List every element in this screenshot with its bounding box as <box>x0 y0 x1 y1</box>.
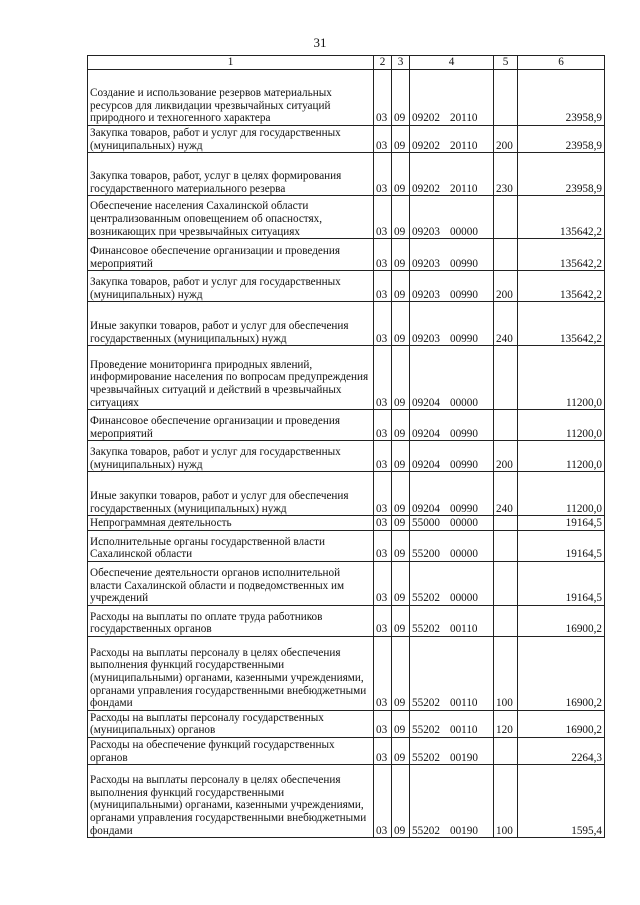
target-article-direction-code: 20110 <box>449 112 478 125</box>
row-subsection-cell: 09 <box>392 737 410 764</box>
target-article-program-code: 09202 <box>412 139 440 152</box>
row-target-article-cell <box>410 472 494 516</box>
page-number: 31 <box>313 35 327 50</box>
table-row <box>88 196 605 239</box>
row-expense-type-cell <box>494 561 518 605</box>
row-expense-type-cell: 100 <box>494 636 518 710</box>
row-amount-cell: 11200,0 <box>518 410 605 441</box>
header-col-name: 1 <box>88 56 374 70</box>
row-name-cell: Создание и использование резервов материальных ресурсов для ликвидации чрезвычайных ситуаций природного и техногенного характера <box>88 70 374 126</box>
row-expense-type-cell <box>494 737 518 764</box>
row-expense-type-cell <box>494 410 518 441</box>
row-target-article-cell <box>410 765 494 838</box>
row-target-article-cell <box>410 561 494 605</box>
row-section-cell: 03 <box>374 516 392 531</box>
target-article-direction-code: 00000 <box>449 592 478 605</box>
header-col-expense-type: 5 <box>494 56 518 70</box>
row-section-cell: 03 <box>374 153 392 196</box>
row-name-cell: Проведение мониторинга природных явлений, информирование населения по вопросам предупреждения чрезвычайных ситуаций и действий в чрезвычайных ситуациях <box>88 346 374 410</box>
row-section-cell: 03 <box>374 441 392 472</box>
row-section-cell: 03 <box>374 346 392 410</box>
row-target-article-cell <box>410 737 494 764</box>
target-article-program-code: 55202 <box>412 592 440 605</box>
row-section-cell: 03 <box>374 410 392 441</box>
row-subsection-cell: 09 <box>392 530 410 561</box>
table-row <box>88 302 605 346</box>
table-row <box>88 271 605 302</box>
target-article-program-code: 09204 <box>412 502 440 515</box>
target-article-program-code: 55202 <box>412 824 440 837</box>
row-amount-cell: 23958,9 <box>518 153 605 196</box>
row-section-cell: 03 <box>374 605 392 636</box>
table-row <box>88 126 605 153</box>
row-name-cell: Иные закупки товаров, работ и услуг для обеспечения государственных (муниципальных) нужд <box>88 472 374 516</box>
row-subsection-cell: 09 <box>392 271 410 302</box>
row-subsection-cell: 09 <box>392 561 410 605</box>
row-name-cell: Непрограммная деятельность <box>88 516 374 531</box>
row-subsection-cell: 09 <box>392 605 410 636</box>
row-amount-cell: 19164,5 <box>518 516 605 531</box>
row-amount-cell: 16900,2 <box>518 636 605 710</box>
target-article-direction-code: 00000 <box>449 548 478 561</box>
row-subsection-cell: 09 <box>392 410 410 441</box>
target-article-program-code: 09203 <box>412 225 440 238</box>
row-target-article-cell <box>410 196 494 239</box>
row-subsection-cell: 09 <box>392 196 410 239</box>
row-amount-cell: 19164,5 <box>518 561 605 605</box>
row-expense-type-cell: 200 <box>494 271 518 302</box>
target-article-program-code: 55202 <box>412 697 440 710</box>
row-target-article-cell <box>410 153 494 196</box>
row-name-cell: Закупка товаров, работ, услуг в целях формирования государственного материального резерва <box>88 153 374 196</box>
row-target-article-cell <box>410 605 494 636</box>
table-row <box>88 472 605 516</box>
table-row <box>88 561 605 605</box>
row-amount-cell: 135642,2 <box>518 302 605 346</box>
table-row <box>88 765 605 838</box>
row-expense-type-cell <box>494 346 518 410</box>
row-section-cell: 03 <box>374 196 392 239</box>
row-name-cell: Иные закупки товаров, работ и услуг для обеспечения государственных (муниципальных) нужд <box>88 302 374 346</box>
row-amount-cell: 1595,4 <box>518 765 605 838</box>
row-name-cell: Расходы на выплаты персоналу в целях обеспечения выполнения функций государственными (муниципальными) органами, казенными учреждениями, органами управления государственными внебюджетными фондами <box>88 765 374 838</box>
target-article-program-code: 55202 <box>412 751 440 764</box>
row-name-cell: Закупка товаров, работ и услуг для государственных (муниципальных) нужд <box>88 126 374 153</box>
target-article-direction-code: 00000 <box>449 225 478 238</box>
row-amount-cell: 135642,2 <box>518 196 605 239</box>
target-article-direction-code: 00000 <box>449 517 478 530</box>
table-row <box>88 530 605 561</box>
table-row <box>88 636 605 710</box>
row-section-cell: 03 <box>374 710 392 737</box>
target-article-program-code: 09202 <box>412 182 440 195</box>
target-article-direction-code: 00190 <box>449 751 478 764</box>
budget-table <box>87 55 605 838</box>
target-article-direction-code: 00000 <box>449 396 478 409</box>
table-body <box>88 70 605 838</box>
table-row <box>88 737 605 764</box>
row-subsection-cell: 09 <box>392 126 410 153</box>
target-article-program-code: 09204 <box>412 427 440 440</box>
row-target-article-cell <box>410 636 494 710</box>
row-section-cell: 03 <box>374 636 392 710</box>
table-row <box>88 441 605 472</box>
target-article-direction-code: 00990 <box>449 427 478 440</box>
row-target-article-cell <box>410 410 494 441</box>
row-name-cell: Финансовое обеспечение организации и проведения мероприятий <box>88 239 374 271</box>
row-expense-type-cell <box>494 196 518 239</box>
row-section-cell: 03 <box>374 765 392 838</box>
header-col-amount: 6 <box>518 56 605 70</box>
row-name-cell: Расходы на выплаты персоналу в целях обеспечения выполнения функций государственными (муниципальными) органами, казенными учреждениями, органами управления государственными внебюджетными фондами <box>88 636 374 710</box>
target-article-direction-code: 00110 <box>449 697 478 710</box>
row-subsection-cell: 09 <box>392 710 410 737</box>
row-subsection-cell: 09 <box>392 441 410 472</box>
row-expense-type-cell: 200 <box>494 126 518 153</box>
target-article-direction-code: 00190 <box>449 824 478 837</box>
row-target-article-cell <box>410 70 494 126</box>
target-article-program-code: 09204 <box>412 396 440 409</box>
table-row <box>88 346 605 410</box>
table-row <box>88 239 605 271</box>
target-article-program-code: 09202 <box>412 112 440 125</box>
target-article-program-code: 09204 <box>412 458 440 471</box>
table-header-row <box>88 56 605 70</box>
table-row <box>88 70 605 126</box>
row-section-cell: 03 <box>374 530 392 561</box>
row-section-cell: 03 <box>374 302 392 346</box>
header-col-subsection: 3 <box>392 56 410 70</box>
target-article-program-code: 55000 <box>412 517 440 530</box>
row-name-cell: Закупка товаров, работ и услуг для государственных (муниципальных) нужд <box>88 441 374 472</box>
row-name-cell: Обеспечение деятельности органов исполнительной власти Сахалинской области и подведомственных им учреждений <box>88 561 374 605</box>
table-row <box>88 516 605 531</box>
target-article-direction-code: 00110 <box>449 724 478 737</box>
row-amount-cell: 19164,5 <box>518 530 605 561</box>
row-subsection-cell: 09 <box>392 472 410 516</box>
row-section-cell: 03 <box>374 561 392 605</box>
row-amount-cell: 2264,3 <box>518 737 605 764</box>
target-article-direction-code: 00990 <box>449 332 478 345</box>
row-expense-type-cell: 100 <box>494 765 518 838</box>
target-article-program-code: 55202 <box>412 724 440 737</box>
row-target-article-cell <box>410 530 494 561</box>
row-name-cell: Финансовое обеспечение организации и проведения мероприятий <box>88 410 374 441</box>
row-target-article-cell <box>410 271 494 302</box>
row-target-article-cell <box>410 302 494 346</box>
target-article-direction-code: 00990 <box>449 502 478 515</box>
row-target-article-cell <box>410 710 494 737</box>
row-subsection-cell: 09 <box>392 153 410 196</box>
row-expense-type-cell <box>494 530 518 561</box>
row-expense-type-cell <box>494 516 518 531</box>
row-amount-cell: 11200,0 <box>518 441 605 472</box>
row-amount-cell: 11200,0 <box>518 472 605 516</box>
row-subsection-cell: 09 <box>392 516 410 531</box>
table-row <box>88 710 605 737</box>
row-expense-type-cell <box>494 605 518 636</box>
row-section-cell: 03 <box>374 271 392 302</box>
row-section-cell: 03 <box>374 239 392 271</box>
row-amount-cell: 135642,2 <box>518 271 605 302</box>
row-name-cell: Обеспечение населения Сахалинской области централизованным оповещением об опасностях, возникающих при чрезвычайных ситуациях <box>88 196 374 239</box>
row-amount-cell: 23958,9 <box>518 70 605 126</box>
table-row <box>88 410 605 441</box>
target-article-direction-code: 00110 <box>449 623 478 636</box>
row-name-cell: Расходы на выплаты персоналу государственных (муниципальных) органов <box>88 710 374 737</box>
row-section-cell: 03 <box>374 126 392 153</box>
target-article-program-code: 09203 <box>412 332 440 345</box>
row-subsection-cell: 09 <box>392 636 410 710</box>
target-article-direction-code: 20110 <box>449 182 478 195</box>
row-subsection-cell: 09 <box>392 765 410 838</box>
target-article-direction-code: 20110 <box>449 139 478 152</box>
row-expense-type-cell: 230 <box>494 153 518 196</box>
row-subsection-cell: 09 <box>392 239 410 271</box>
row-target-article-cell <box>410 441 494 472</box>
row-expense-type-cell <box>494 239 518 271</box>
row-subsection-cell: 09 <box>392 70 410 126</box>
target-article-program-code: 09203 <box>412 257 440 270</box>
row-amount-cell: 135642,2 <box>518 239 605 271</box>
row-name-cell: Закупка товаров, работ и услуг для государственных (муниципальных) нужд <box>88 271 374 302</box>
header-col-target-article: 4 <box>410 56 494 70</box>
header-col-section: 2 <box>374 56 392 70</box>
target-article-program-code: 55200 <box>412 548 440 561</box>
table-row <box>88 153 605 196</box>
row-amount-cell: 16900,2 <box>518 605 605 636</box>
row-section-cell: 03 <box>374 472 392 516</box>
row-amount-cell: 16900,2 <box>518 710 605 737</box>
row-amount-cell: 11200,0 <box>518 346 605 410</box>
row-target-article-cell <box>410 346 494 410</box>
row-expense-type-cell: 240 <box>494 302 518 346</box>
row-expense-type-cell: 240 <box>494 472 518 516</box>
row-expense-type-cell: 200 <box>494 441 518 472</box>
row-target-article-cell <box>410 239 494 271</box>
target-article-direction-code: 00990 <box>449 257 478 270</box>
row-name-cell: Расходы на обеспечение функций государственных органов <box>88 737 374 764</box>
row-expense-type-cell: 120 <box>494 710 518 737</box>
row-section-cell: 03 <box>374 737 392 764</box>
target-article-program-code: 55202 <box>412 623 440 636</box>
target-article-direction-code: 00990 <box>449 288 478 301</box>
target-article-direction-code: 00990 <box>449 458 478 471</box>
row-name-cell: Исполнительные органы государственной власти Сахалинской области <box>88 530 374 561</box>
row-target-article-cell <box>410 516 494 531</box>
row-subsection-cell: 09 <box>392 346 410 410</box>
row-name-cell: Расходы на выплаты по оплате труда работников государственных органов <box>88 605 374 636</box>
row-amount-cell: 23958,9 <box>518 126 605 153</box>
row-subsection-cell: 09 <box>392 302 410 346</box>
row-expense-type-cell <box>494 70 518 126</box>
row-target-article-cell <box>410 126 494 153</box>
table-row <box>88 605 605 636</box>
target-article-program-code: 09203 <box>412 288 440 301</box>
row-section-cell: 03 <box>374 70 392 126</box>
